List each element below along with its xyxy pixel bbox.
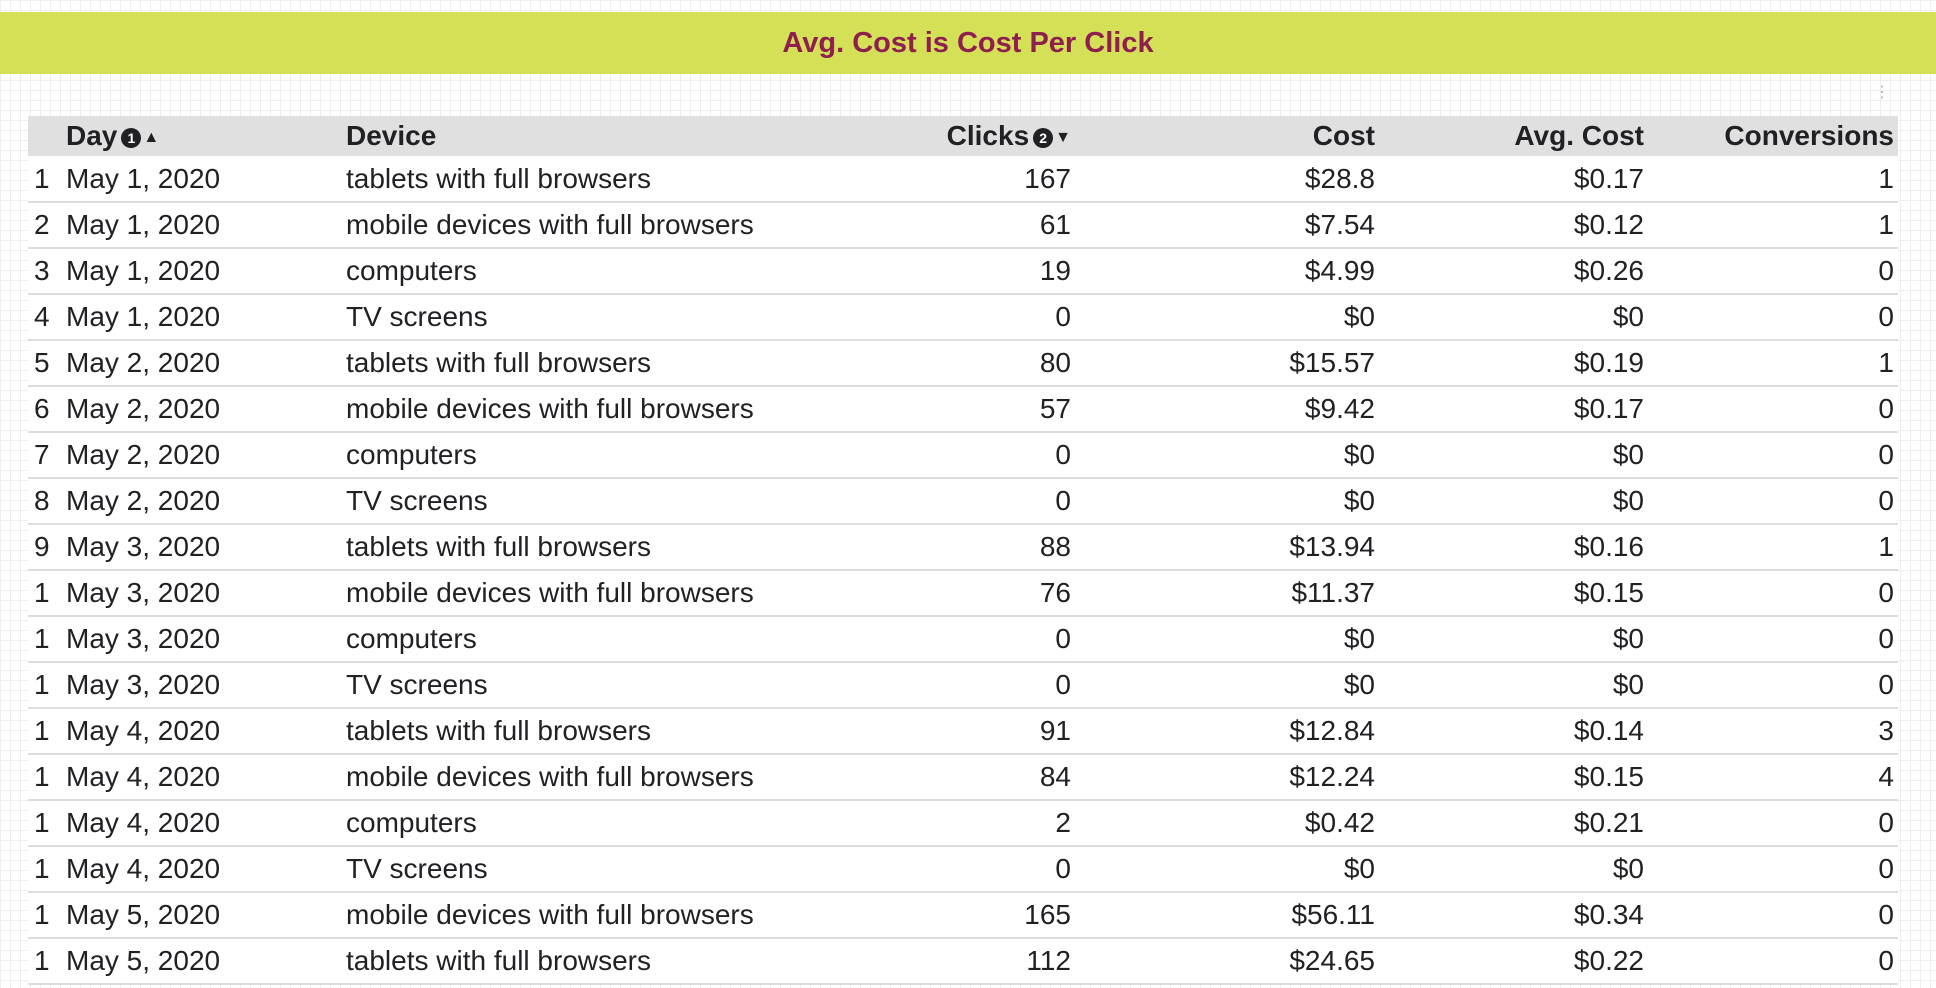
clicks-cell: 84 (1039, 761, 1071, 792)
day-cell: May 3, 2020 (66, 531, 221, 562)
conversions-cell: 0 (1878, 577, 1894, 608)
clicks-cell: 80 (1039, 347, 1071, 378)
device-cell: mobile devices with full browsers (346, 577, 754, 608)
day-cell: May 1, 2020 (66, 301, 221, 332)
conversions-cell: 0 (1878, 945, 1894, 976)
conversions-cell: 4 (1878, 761, 1894, 792)
day-cell: May 4, 2020 (66, 715, 221, 746)
row-index: 3 (34, 255, 50, 286)
device-cell: TV screens (346, 485, 488, 516)
clicks-cell: 0 (1055, 485, 1071, 516)
day-cell: May 3, 2020 (66, 577, 221, 608)
day-cell: May 1, 2020 (66, 162, 221, 194)
clicks-cell: 0 (1055, 853, 1071, 884)
cost-cell: $9.42 (1304, 393, 1375, 424)
table-row (28, 708, 1898, 754)
clicks-cell: 88 (1039, 531, 1071, 562)
clicks-cell: 0 (1055, 669, 1071, 700)
avg-cost-header-label: Avg. Cost (1514, 120, 1644, 151)
conversions-cell: 1 (1878, 347, 1894, 378)
day-cell: May 2, 2020 (66, 439, 221, 470)
avg-cost-cell: $0.22 (1573, 945, 1644, 976)
avg-cost-cell: $0.17 (1573, 393, 1644, 424)
device-header-label: Device (346, 120, 437, 151)
row-index: 9 (34, 531, 50, 562)
index-header (28, 116, 62, 156)
cost-cell: $28.8 (1304, 162, 1375, 194)
clicks-cell: 61 (1039, 209, 1071, 240)
table-row (28, 202, 1898, 248)
avg-cost-cell: $0 (1612, 301, 1644, 332)
clicks-cell: 0 (1055, 439, 1071, 470)
day-column-header[interactable] (62, 116, 342, 156)
table-row (28, 156, 1898, 202)
clicks-cell: 112 (1026, 945, 1071, 976)
table-row (28, 754, 1898, 800)
data-table (28, 116, 1898, 985)
day-cell: May 5, 2020 (66, 899, 221, 930)
cost-cell: $56.11 (1291, 899, 1375, 930)
clicks-cell: 2 (1055, 807, 1071, 838)
row-index: 1 (34, 715, 50, 746)
avg-cost-cell: $0.15 (1573, 761, 1644, 792)
device-cell: tablets with full browsers (346, 347, 652, 378)
table-row (28, 340, 1898, 386)
conversions-cell: 3 (1878, 715, 1894, 746)
device-cell: mobile devices with full browsers (346, 761, 754, 792)
device-cell: tablets with full browsers (346, 531, 652, 562)
table (28, 116, 1898, 985)
clicks-cell: 0 (1055, 623, 1071, 654)
avg-cost-cell: $0.16 (1573, 531, 1644, 562)
day-cell: May 4, 2020 (66, 807, 221, 838)
row-index: 6 (34, 393, 50, 424)
table-row (28, 432, 1898, 478)
day-cell: May 2, 2020 (66, 347, 221, 378)
device-cell: mobile devices with full browsers (346, 393, 754, 424)
row-index: 4 (34, 301, 50, 332)
cost-cell: $0 (1343, 301, 1375, 332)
avg-cost-cell: $0.34 (1573, 899, 1644, 930)
device-cell: computers (346, 255, 477, 286)
avg-cost-cell: $0.26 (1573, 255, 1644, 286)
cost-cell: $0 (1343, 669, 1375, 700)
conversions-cell: 0 (1878, 807, 1894, 838)
row-index: 8 (34, 485, 50, 516)
conversions-cell: 0 (1878, 439, 1894, 470)
clicks-cell: 91 (1039, 715, 1071, 746)
day-cell: May 1, 2020 (66, 209, 221, 240)
row-index: 1 (34, 669, 50, 700)
device-cell: tablets with full browsers (346, 945, 652, 976)
table-row (28, 248, 1898, 294)
row-index: 1 (34, 945, 50, 976)
clicks-cell: 76 (1039, 577, 1071, 608)
clicks-cell: 0 (1055, 301, 1071, 332)
cost-cell: $0 (1343, 853, 1375, 884)
cost-cell: $0 (1343, 485, 1375, 516)
conversions-column-header[interactable] (1648, 116, 1898, 156)
cost-cell: $0.42 (1304, 807, 1375, 838)
cost-cell: $24.65 (1289, 945, 1375, 976)
avg-cost-cell: $0 (1612, 853, 1644, 884)
avg-cost-cell: $0.15 (1573, 577, 1644, 608)
table-row (28, 294, 1898, 340)
avg-cost-cell: $0 (1612, 485, 1644, 516)
avg-cost-cell: $0.12 (1573, 209, 1644, 240)
title-banner (0, 12, 1936, 74)
more-vertical-icon[interactable]: ⋮ (1874, 84, 1890, 101)
cost-cell: $0 (1343, 623, 1375, 654)
avg-cost-cell: $0 (1612, 623, 1644, 654)
clicks-header-label: Clicks (946, 120, 1030, 151)
row-index: 1 (34, 899, 50, 930)
table-row (28, 524, 1898, 570)
clicks-cell: 19 (1039, 255, 1071, 286)
sort-ascending-icon[interactable]: ▲ (143, 128, 160, 146)
device-cell: computers (346, 623, 477, 654)
day-cell: May 3, 2020 (66, 623, 221, 654)
avg-cost-cell: $0 (1612, 439, 1644, 470)
day-cell: May 4, 2020 (66, 761, 221, 792)
cost-cell: $12.24 (1289, 761, 1375, 792)
device-cell: mobile devices with full browsers (346, 209, 754, 240)
day-cell: May 3, 2020 (66, 669, 221, 700)
conversions-cell: 0 (1878, 899, 1894, 930)
day-cell: May 4, 2020 (66, 853, 221, 884)
table-row (28, 570, 1898, 616)
conversions-header-label: Conversions (1724, 120, 1894, 151)
cost-header-label: Cost (1312, 120, 1375, 151)
conversions-cell: 0 (1878, 485, 1894, 516)
conversions-cell: 0 (1878, 301, 1894, 332)
avg-cost-cell: $0.17 (1573, 162, 1644, 194)
cost-cell: $11.37 (1291, 577, 1375, 608)
table-row (28, 386, 1898, 432)
table-row (28, 478, 1898, 524)
table-body (28, 156, 1898, 984)
sort-order-badge: 1 (121, 128, 141, 148)
cost-cell: $0 (1343, 439, 1375, 470)
table-header-row (28, 116, 1898, 156)
row-index: 1 (34, 162, 50, 194)
conversions-cell: 0 (1878, 623, 1894, 654)
day-cell: May 1, 2020 (66, 255, 221, 286)
row-index: 1 (34, 761, 50, 792)
clicks-cell: 57 (1039, 393, 1071, 424)
table-row (28, 846, 1898, 892)
sort-descending-icon[interactable]: ▼ (1055, 128, 1071, 146)
day-cell: May 5, 2020 (66, 945, 221, 976)
device-cell: TV screens (346, 853, 488, 884)
device-cell: computers (346, 439, 477, 470)
device-cell: tablets with full browsers (346, 715, 652, 746)
day-cell: May 2, 2020 (66, 393, 221, 424)
day-cell: May 2, 2020 (66, 485, 221, 516)
day-header-label: Day (66, 120, 118, 151)
cost-cell: $4.99 (1304, 255, 1375, 286)
cost-column-header[interactable] (1075, 116, 1379, 156)
row-index: 1 (34, 577, 50, 608)
clicks-cell: 167 (1024, 162, 1071, 194)
conversions-cell: 0 (1878, 853, 1894, 884)
row-index: 1 (34, 853, 50, 884)
avg-cost-column-header[interactable] (1379, 116, 1648, 156)
avg-cost-cell: $0.21 (1573, 807, 1644, 838)
table-row (28, 616, 1898, 662)
banner-title: Avg. Cost is Cost Per Click (782, 26, 1154, 59)
clicks-column-header[interactable] (772, 116, 1075, 156)
conversions-cell: 0 (1878, 393, 1894, 424)
cost-cell: $12.84 (1289, 715, 1375, 746)
row-index: 5 (34, 347, 50, 378)
conversions-cell: 1 (1878, 209, 1894, 240)
conversions-cell: 1 (1878, 162, 1894, 194)
cost-cell: $13.94 (1289, 531, 1375, 562)
clicks-cell: 165 (1024, 899, 1071, 930)
conversions-cell: 1 (1878, 531, 1894, 562)
table-row (28, 938, 1898, 984)
device-cell: mobile devices with full browsers (346, 899, 754, 930)
device-cell: computers (346, 807, 477, 838)
row-index: 1 (34, 807, 50, 838)
device-cell: tablets with full browsers (346, 162, 652, 194)
cost-cell: $7.54 (1304, 209, 1375, 240)
table-row (28, 662, 1898, 708)
device-cell: TV screens (346, 669, 488, 700)
conversions-cell: 0 (1878, 669, 1894, 700)
row-index: 1 (34, 623, 50, 654)
conversions-cell: 0 (1878, 255, 1894, 286)
device-cell: TV screens (346, 301, 488, 332)
device-column-header[interactable] (342, 116, 772, 156)
table-row (28, 892, 1898, 938)
avg-cost-cell: $0.19 (1573, 347, 1644, 378)
avg-cost-cell: $0.14 (1573, 715, 1644, 746)
row-index: 2 (34, 209, 50, 240)
row-index: 7 (34, 439, 50, 470)
table-row (28, 800, 1898, 846)
cost-cell: $15.57 (1289, 347, 1375, 378)
avg-cost-cell: $0 (1612, 669, 1644, 700)
sort-order-badge: 2 (1033, 128, 1053, 148)
